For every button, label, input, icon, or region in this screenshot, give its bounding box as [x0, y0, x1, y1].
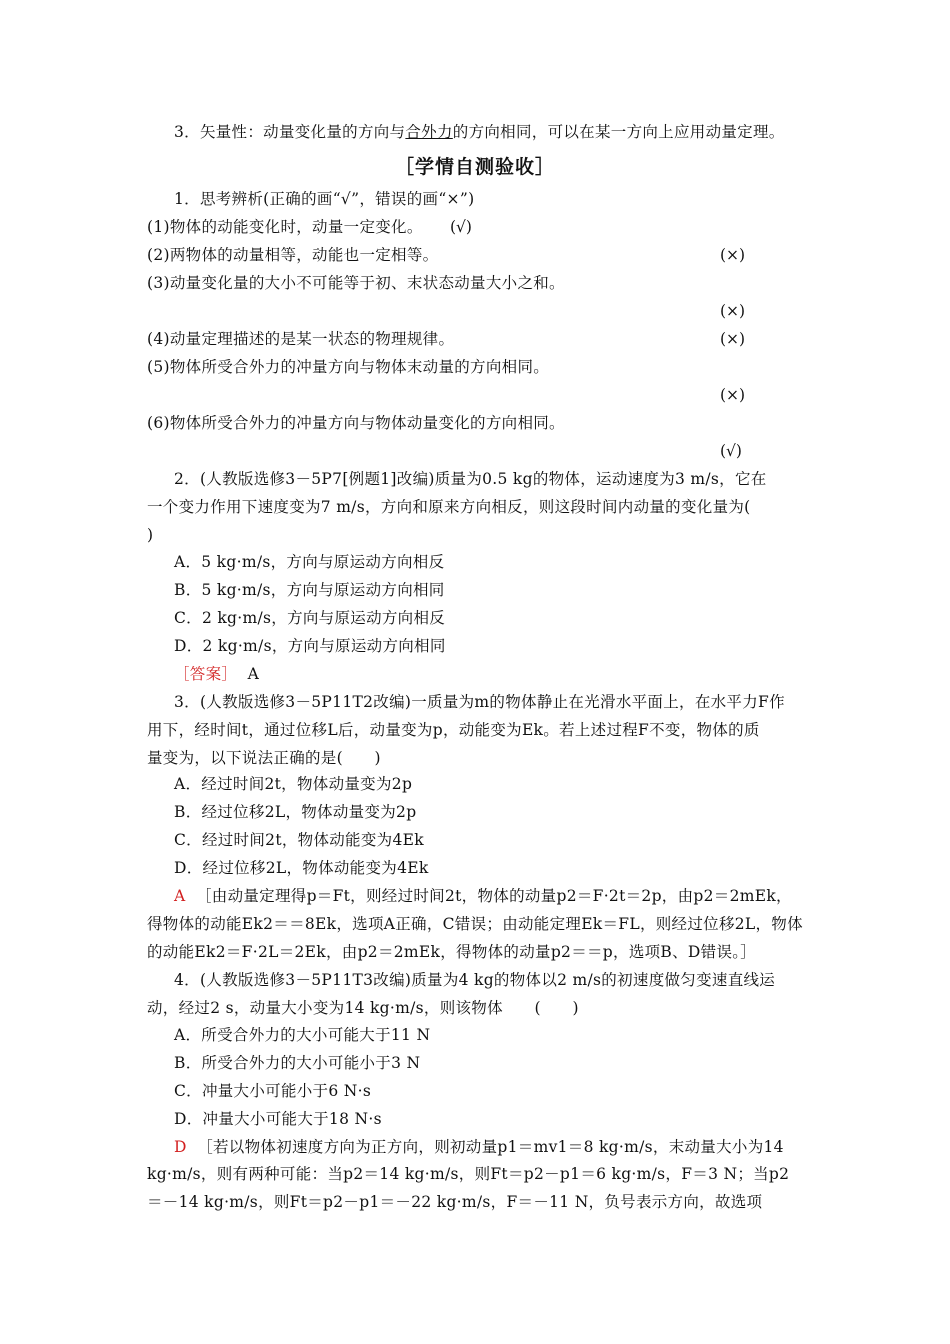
q3-option-c: C．经过时间2t，物体动能变为4Ek [174, 831, 424, 849]
q3-option-b: B．经过位移2L，物体动量变为2p [174, 803, 417, 821]
q1-mark-4: (×) [720, 330, 746, 348]
q2-line-1: 2．(人教版选修3－5P7[例题1]改编)质量为0.5 kg的物体，运动速度为3 m/s，它在 [174, 470, 767, 488]
q4-line-1: 4．(人教版选修3－5P11T3改编)质量为4 kg的物体以2 m/s的初速度做匀变速直线运 [174, 971, 776, 989]
q4-answer: D [174, 1138, 187, 1156]
q4-explain-2: kg·m/s，则有两种可能：当p2＝14 kg·m/s，则Ft＝p2－p1＝6 kg·m/s，F＝3 N；当p2 [147, 1165, 790, 1183]
q1-mark-2: (×) [720, 246, 746, 264]
q2-answer-label: ［答案］ [174, 665, 238, 683]
intro-line [174, 122, 785, 142]
intro-underlined: 合外力 [405, 123, 453, 141]
q1-stem: 1．思考辨析(正确的画“√”，错误的画“×”) [174, 190, 475, 208]
q3-line-2: 用下，经时间t，通过位移L后，动量变为p，动能变为Ek。若上述过程F不变，物体的质 [147, 721, 760, 739]
q2-option-d: D．2 kg·m/s，方向与原运动方向相同 [174, 637, 446, 655]
q4-line-2: 动，经过2 s，动量大小变为14 kg·m/s，则该物体 ( ) [147, 999, 579, 1017]
q2-line-2: 一个变力作用下速度变为7 m/s，方向和原来方向相反，则这段时间内动量的变化量为( [147, 498, 751, 516]
q2-option-a: A．5 kg·m/s，方向与原运动方向相反 [174, 553, 445, 571]
q2-answer: A [247, 665, 260, 683]
q1-item-2: (2)两物体的动量相等，动能也一定相等。 [147, 246, 439, 264]
q1-item-1: (1)物体的动能变化时，动量一定变化。 [147, 218, 423, 236]
q1-mark-6: (√) [720, 442, 742, 460]
q1-mark-1: (√) [450, 218, 472, 236]
q4-explain-1: ［若以物体初速度方向为正方向，则初动量p1＝mv1＝8 kg·m/s，末动量大小为14 [197, 1138, 784, 1156]
q1-item-4: (4)动量定理描述的是某一状态的物理规律。 [147, 330, 455, 348]
section-title: ［学情自测验收］ [394, 156, 555, 178]
q4-option-c: C．冲量大小可能小于6 N·s [174, 1082, 372, 1100]
q4-option-d: D．冲量大小可能大于18 N·s [174, 1110, 382, 1128]
q1-item-5: (5)物体所受合外力的冲量方向与物体末动量的方向相同。 [147, 358, 550, 376]
q3-answer: A [174, 887, 186, 905]
q1-mark-5: (×) [720, 386, 746, 404]
q3-explain-1: ［由动量定理得p＝Ft，则经过时间2t，物体的动量p2＝F·2t＝2p，由p2＝2mEk， [195, 887, 792, 905]
q3-line-3: 量变为，以下说法正确的是( ) [147, 749, 381, 767]
q3-explain-2: 得物体的动能Ek2＝＝8Ek，选项A正确，C错误；由动能定理Ek＝FL，则经过位移2L，物体 [147, 915, 803, 933]
q2-option-b: B．5 kg·m/s，方向与原运动方向相同 [174, 581, 445, 599]
q4-option-a: A．所受合外力的大小可能大于11 N [174, 1026, 431, 1044]
q1-item-3: (3)动量变化量的大小不可能等于初、末状态动量大小之和。 [147, 274, 565, 292]
q1-item-6: (6)物体所受合外力的冲量方向与物体动量变化的方向相同。 [147, 414, 565, 432]
intro-suffix: 的方向相同，可以在某一方向上应用动量定理。 [452, 123, 785, 141]
q4-explain-row-1 [174, 1137, 784, 1157]
q1-mark-3: (×) [720, 302, 746, 320]
q2-option-c: C．2 kg·m/s，方向与原运动方向相反 [174, 609, 446, 627]
q3-option-d: D．经过位移2L，物体动能变为4Ek [174, 859, 429, 877]
q3-explain-row-1 [174, 886, 792, 906]
intro-prefix: 3．矢量性：动量变化量的方向与 [174, 123, 406, 141]
q3-option-a: A．经过时间2t，物体动量变为2p [174, 775, 413, 793]
q3-line-1: 3．(人教版选修3－5P11T2改编)一质量为m的物体静止在光滑水平面上，在水平力F作 [174, 693, 785, 711]
q4-option-b: B．所受合外力的大小可能小于3 N [174, 1054, 421, 1072]
q2-answer-row [174, 664, 259, 684]
q3-explain-3: 的动能Ek2＝F·2L＝2Ek，由p2＝2mEk，得物体的动量p2＝＝p，选项B、D错误。］ [147, 943, 757, 961]
q2-line-3: ) [147, 526, 154, 544]
q4-explain-3: ＝－14 kg·m/s，则Ft＝p2－p1＝－22 kg·m/s，F＝－11 N，负号表示方向，故选项 [147, 1193, 763, 1211]
